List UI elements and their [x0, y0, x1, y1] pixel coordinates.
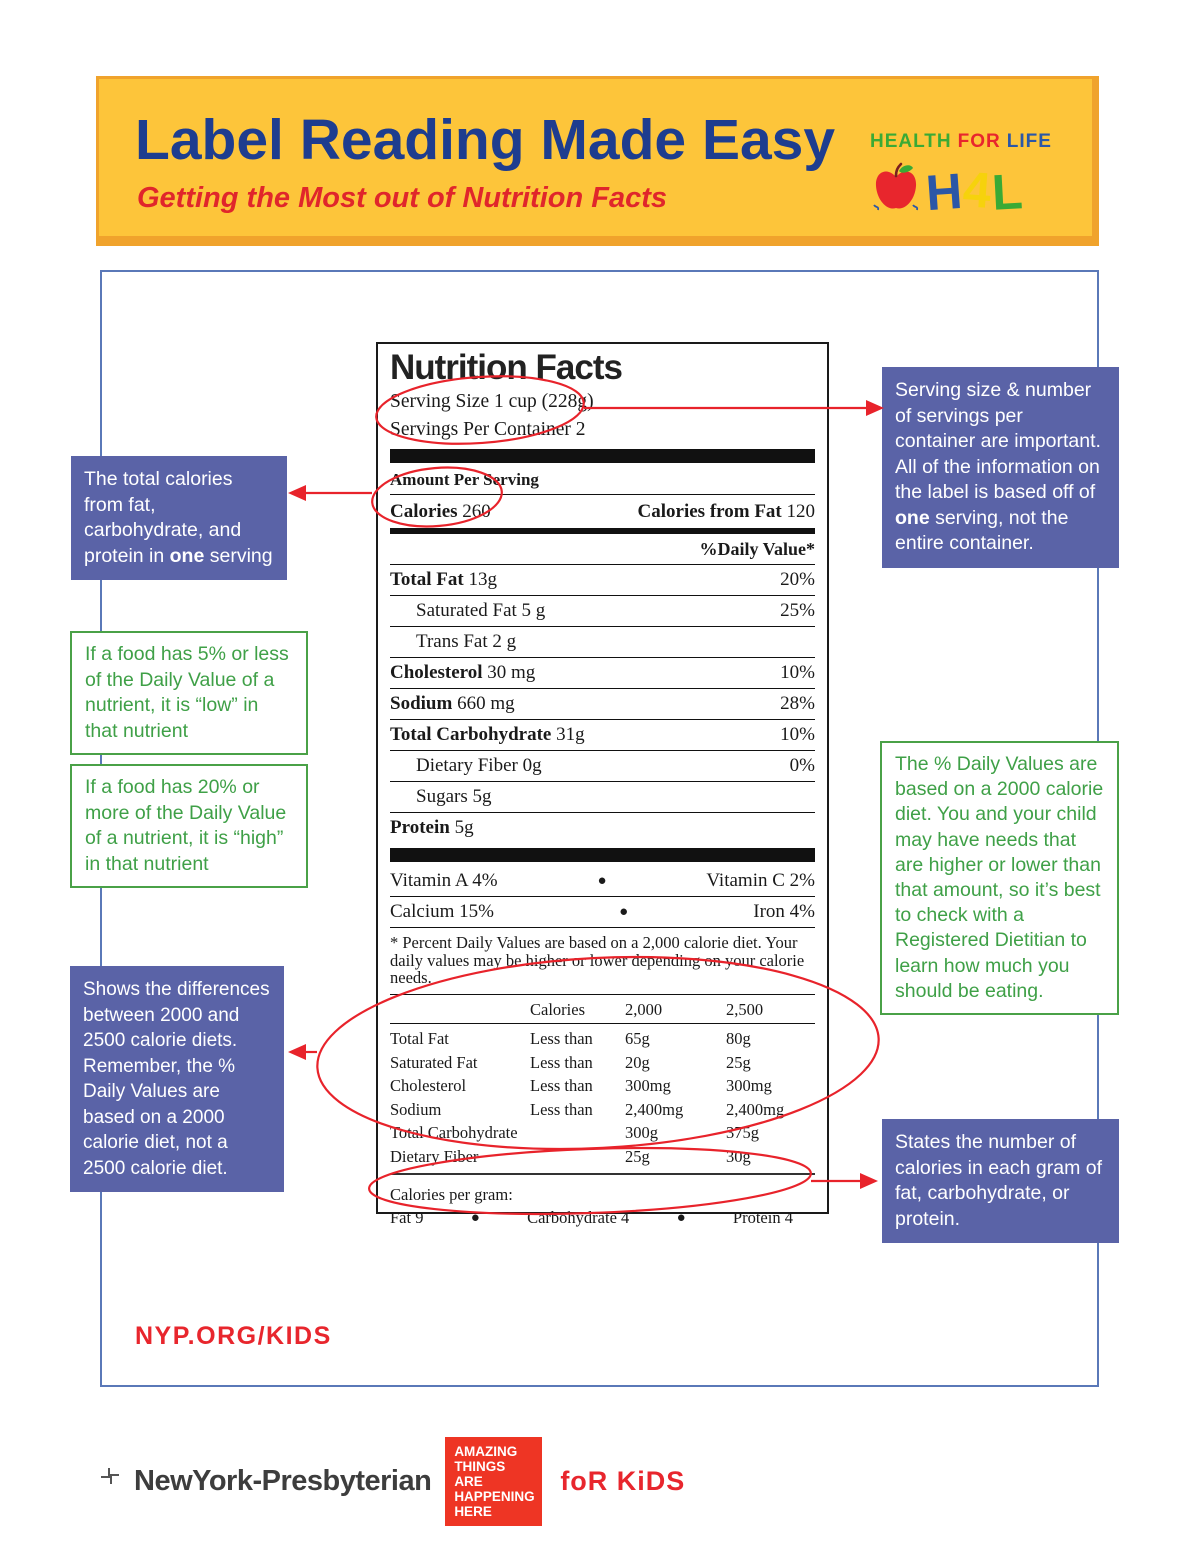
h4l-wordmark: [924, 160, 1025, 221]
page-subtitle: Getting the Most out of Nutrition Facts: [137, 182, 668, 214]
callout-high-nutrient: If a food has 20% or more of the Daily Value of a nutrient, it is “high” in that nutrient: [70, 764, 308, 888]
logo-word-for: FOR: [957, 131, 1001, 152]
header-banner: [96, 76, 1099, 246]
calories-from-fat-cell: Calories from Fat 120: [637, 501, 815, 522]
serving-size-line: Serving Size 1 cup (228g): [390, 391, 594, 412]
hospital-name: NewYork-Presbyterian: [134, 1465, 432, 1497]
bullet-separator: ●: [470, 1210, 480, 1226]
table-header-row: Calories 2,000 2,500: [390, 998, 815, 1025]
h4l-letter-l: L: [990, 162, 1025, 221]
apple-icon: [870, 161, 922, 222]
nutrient-row-total-carbohydrate: Total Carbohydrate 31g 10%: [390, 720, 815, 751]
calories-row: [390, 495, 815, 534]
reference-values-table: [390, 995, 815, 1176]
cpg-carbohydrate: Carbohydrate 4: [527, 1208, 630, 1227]
label-title: Nutrition Facts: [390, 348, 622, 387]
logo-wordmark: [870, 131, 1070, 153]
logo-word-life: LIFE: [1006, 131, 1052, 152]
table-row: Dietary Fiber 25g 30g: [390, 1146, 751, 1166]
vitamin-a-cell: Vitamin A 4%: [390, 870, 498, 891]
calories-cell: Calories 260: [390, 501, 491, 522]
amount-per-serving-heading: Amount Per Serving: [390, 467, 815, 495]
nutrition-facts-label: [376, 342, 829, 1227]
table-row: Saturated Fat Less than 20g 25g: [390, 1052, 751, 1072]
bullet-separator: ●: [619, 904, 629, 920]
daily-value-footnote: * Percent Daily Values are based on a 2,000 calorie diet. Your daily values may be higher or lower depending on your calorie needs.: [390, 928, 815, 995]
daily-value-header: %Daily Value*: [390, 534, 815, 565]
nyp-logo-icon: [100, 1464, 126, 1494]
nutrient-row-total-fat: Total Fat 13g 20%: [390, 565, 815, 596]
nutrient-row-sugars: Sugars 5g: [390, 782, 815, 813]
nutrient-row-cholesterol: Cholesterol 30 mg 10%: [390, 658, 815, 689]
callout-low-nutrient: If a food has 5% or less of the Daily Value of a nutrient, it is “low” in that nutrient: [70, 631, 308, 755]
iron-cell: Iron 4%: [753, 901, 815, 922]
for-kids-wordmark: foR KiDS: [560, 1466, 686, 1496]
nyp-url: NYP.ORG/KIDS: [135, 1322, 332, 1350]
nutrient-row-sodium: Sodium 660 mg 28%: [390, 689, 815, 720]
logo-word-health: HEALTH: [870, 131, 952, 152]
bullet-separator: ●: [676, 1210, 686, 1226]
nutrient-row-trans-fat: Trans Fat 2 g: [390, 627, 815, 658]
page-title: Label Reading Made Easy: [135, 108, 836, 172]
calcium-cell: Calcium 15%: [390, 901, 494, 922]
h4l-letter-4: 4: [961, 160, 994, 219]
nutrient-row-dietary-fiber: Dietary Fiber 0g 0%: [390, 751, 815, 782]
calories-per-gram-row: [390, 1206, 815, 1230]
vitamin-row-2: [390, 897, 815, 928]
footer-logo-row: [100, 1437, 685, 1526]
cpg-protein: Protein 4: [732, 1208, 793, 1227]
servings-per-container-line: Servings Per Container 2: [390, 419, 586, 440]
callout-daily-values: The % Daily Values are based on a 2000 calorie diet. You and your child may have needs that are higher or lower than that amount, so it’s best to check with a Registered Dietitian to learn how much you should be eating.: [880, 741, 1119, 1015]
nutrient-row-protein: Protein 5g: [390, 817, 474, 838]
cpg-fat: Fat 9: [390, 1208, 424, 1227]
callout-calories-per-gram: States the number of calories in each gram of fat, carbohydrate, or protein.: [882, 1119, 1119, 1243]
vitamin-row-1: [390, 866, 815, 897]
thick-divider: [390, 848, 815, 862]
tagline-box: AMAZING THINGS ARE HAPPENING HERE: [445, 1437, 542, 1526]
h4l-letter-h: H: [924, 162, 966, 221]
nutrient-row-saturated-fat: Saturated Fat 5 g 25%: [390, 596, 815, 627]
vitamin-c-cell: Vitamin C 2%: [706, 870, 815, 891]
table-row: Total Fat Less than 65g 80g: [390, 1029, 751, 1048]
table-row: Sodium Less than 2,400mg 2,400mg: [390, 1099, 785, 1119]
callout-diet-differences: Shows the differences between 2000 and 2500 calorie diets. Remember, the % Daily Values are based on a 2000 calorie diet, not a 2500 calorie diet.: [70, 966, 284, 1192]
thick-divider: [390, 449, 815, 463]
callout-total-calories: The total calories from fat, carbohydrate, and protein in one serving: [71, 456, 287, 580]
table-row: Cholesterol Less than 300mg 300mg: [390, 1076, 772, 1095]
bullet-separator: ●: [597, 873, 607, 889]
table-row: Total Carbohydrate 300g 375g: [390, 1123, 759, 1142]
calories-per-gram-heading: Calories per gram:: [390, 1185, 513, 1204]
callout-serving-size: Serving size & number of servings per container are important. All of the information on the label is based off of one serving, not the entire container.: [882, 367, 1119, 568]
health-for-life-logo: [870, 131, 1070, 222]
